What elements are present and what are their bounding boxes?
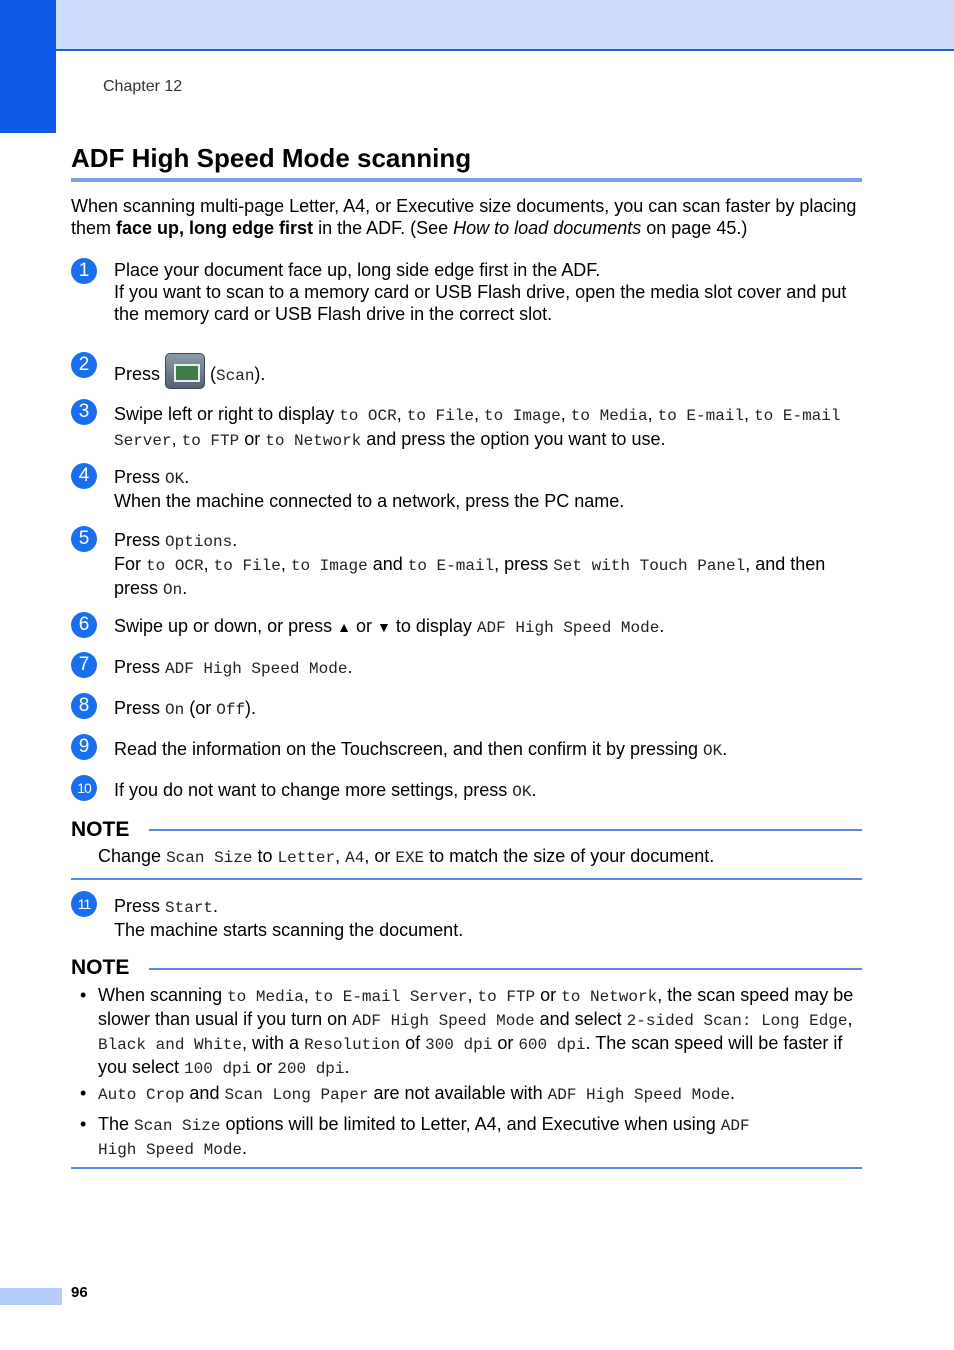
- step-text: Place your document face up, long side edge first in the ADF. If you want to scan to a memory card or USB Flash drive, open the media slot cover and put the memory card or USB Flash drive in the correct slot.: [114, 260, 847, 324]
- step-number: 11: [71, 891, 97, 917]
- step-text: Press (Scan).: [114, 357, 864, 393]
- chapter-tab: [0, 0, 56, 133]
- step-text: If you do not want to change more settings, press OK.: [114, 780, 537, 801]
- intro-paragraph: When scanning multi-page Letter, A4, or Executive size documents, you can scan faster by placing them face up, long edge first in the ADF. (See How to load documents on page 45.): [71, 196, 857, 238]
- note-top-rule: [149, 829, 862, 831]
- step-text: Read the information on the Touchscreen, and then confirm it by pressing OK.: [114, 739, 728, 760]
- note-top-rule: [149, 968, 862, 970]
- chapter-label: Chapter 12: [103, 78, 183, 95]
- scan-icon: [165, 353, 205, 389]
- note-bottom-rule: [71, 1167, 862, 1169]
- step-text: Press OK. When the machine connected to a network, press the PC name.: [114, 467, 625, 511]
- step-number: 8: [71, 693, 97, 719]
- step-number: 2: [71, 352, 97, 378]
- step-text: Press Start. The machine starts scanning the document.: [114, 896, 464, 940]
- page-title: ADF High Speed Mode scanning: [71, 143, 472, 173]
- up-arrow-icon: ▲: [337, 619, 351, 635]
- footer-band: [0, 1288, 62, 1305]
- step-number: 10: [71, 775, 97, 801]
- step-number: 4: [71, 463, 97, 489]
- header-band: [56, 0, 954, 51]
- step-number: 1: [71, 258, 97, 284]
- note-heading: NOTE: [71, 818, 130, 841]
- step-number: 6: [71, 612, 97, 638]
- step-text: Press Options. For to OCR, to File, to Image and to E-mail, press Set with Touch Panel, and then press On.: [114, 530, 826, 599]
- step-text: Press On (or Off).: [114, 698, 257, 719]
- note-heading: NOTE: [71, 956, 130, 979]
- note-bottom-rule: [71, 878, 862, 880]
- step-text: Press ADF High Speed Mode.: [114, 657, 353, 678]
- step-number: 3: [71, 399, 97, 425]
- step-text: Swipe left or right to display to OCR, to File, to Image, to Media, to E-mail, to E-mail Server, to FTP or to Network and press the option you want to use.: [114, 404, 841, 450]
- title-rule: [71, 178, 862, 182]
- down-arrow-icon: ▼: [377, 619, 391, 635]
- page-number: 96: [71, 1284, 88, 1301]
- step-number: 9: [71, 734, 97, 760]
- step-text: Swipe up or down, or press ▲ or ▼ to display ADF High Speed Mode.: [114, 616, 665, 637]
- step-number: 5: [71, 526, 97, 552]
- note-text: Change Scan Size to Letter, A4, or EXE to match the size of your document.: [98, 846, 715, 867]
- step-number: 7: [71, 652, 97, 678]
